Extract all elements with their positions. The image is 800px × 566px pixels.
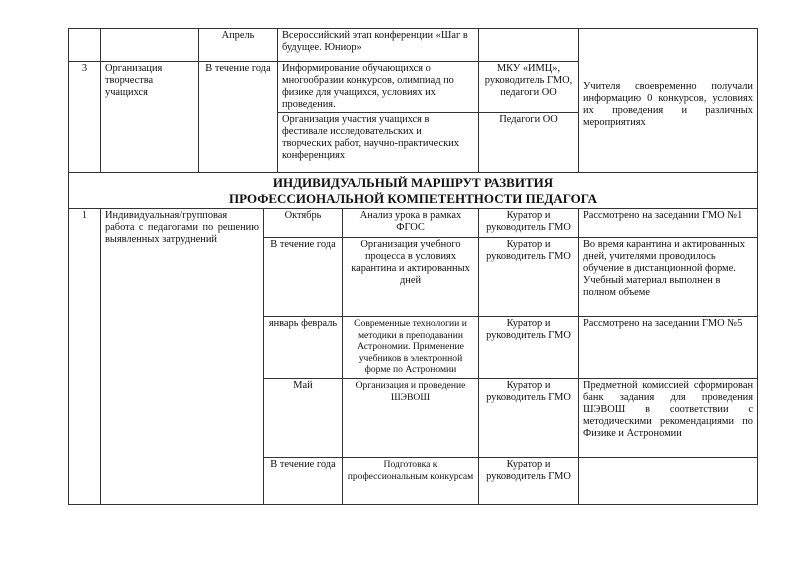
event-cell: Всероссийский этап конференции «Шаг в будущее. Юниор» [278, 29, 479, 62]
period-cell: Апрель [199, 29, 278, 62]
period-cell: январь февраль [264, 317, 343, 379]
section-header-row [69, 173, 758, 209]
plan-table-top [68, 28, 758, 173]
event-cell: Организация учебного процесса в условиях карантина и актированных дней [343, 238, 479, 317]
activity-cell: Индивидуальная/групповая работа с педагогами по решению выявленных затруднений [101, 209, 264, 505]
responsible-cell: МКУ «ИМЦ», руководитель ГМО, педагоги ОО [479, 62, 579, 113]
activity-cell: Организация творчества учащихся [101, 62, 199, 173]
responsible-cell: Куратор и руководитель ГМО [479, 458, 579, 505]
result-cell: Учителя своевременно получали информацию 0 конкурсов, условиях их проведения и различных мероприятиях [579, 29, 758, 173]
event-cell: Анализ урока в рамках ФГОС [343, 209, 479, 238]
responsible-cell: Куратор и руководитель ГМО [479, 379, 579, 458]
period-cell: Октябрь [264, 209, 343, 238]
responsible-cell [479, 29, 579, 62]
result-cell: Предметной комиссией сформирован банк задания для проведения ШЭВОШ в соответствии с методическими рекомендациями по Физике и Астрономии [579, 379, 758, 458]
period-cell: В течение года [264, 458, 343, 505]
table-row [69, 209, 758, 238]
event-cell: Современные технологии и методики в преподавании Астрономии. Применение учебников в электронной форме по Астрономии [343, 317, 479, 379]
result-cell: Рассмотрено на заседании ГМО №5 [579, 317, 758, 379]
event-cell: Подготовка к профессиональным конкурсам [343, 458, 479, 505]
row-number [69, 29, 101, 62]
event-cell: Информирование обучающихся о многообразии конкурсов, олимпиад по физике для учащихся, условиях их проведения. [278, 62, 479, 113]
activity-cell [101, 29, 199, 62]
period-cell: В течение года [199, 62, 278, 173]
period-cell: Май [264, 379, 343, 458]
responsible-cell: Куратор и руководитель ГМО [479, 317, 579, 379]
section-header [69, 173, 758, 209]
row-number: 1 [69, 209, 101, 505]
responsible-cell: Куратор и руководитель ГМО [479, 238, 579, 317]
event-cell: Организация участия учащихся в фестивале исследовательских и творческих работ, научно-практических конференциях [278, 113, 479, 173]
section-header-line1: ИНДИВИДУАЛЬНЫЙ МАРШРУТ РАЗВИТИЯ [272, 174, 554, 190]
section-header-line2: ПРОФЕССИОНАЛЬНОЙ КОМПЕТЕНТНОСТИ ПЕДАГОГА [228, 190, 598, 206]
result-cell [579, 458, 758, 505]
table-row [69, 29, 758, 62]
result-cell: Рассмотрено на заседании ГМО №1 [579, 209, 758, 238]
event-cell: Организация и проведение ШЭВОШ [343, 379, 479, 458]
row-number: 3 [69, 62, 101, 173]
responsible-cell: Педагоги ОО [479, 113, 579, 173]
plan-table-bottom [68, 172, 758, 505]
result-cell: Во время карантина и актированных дней, учителями проводилось обучение в дистанционной форме. Учебный материал выполнен в полном объеме [579, 238, 758, 317]
responsible-cell: Куратор и руководитель ГМО [479, 209, 579, 238]
period-cell: В течение года [264, 238, 343, 317]
